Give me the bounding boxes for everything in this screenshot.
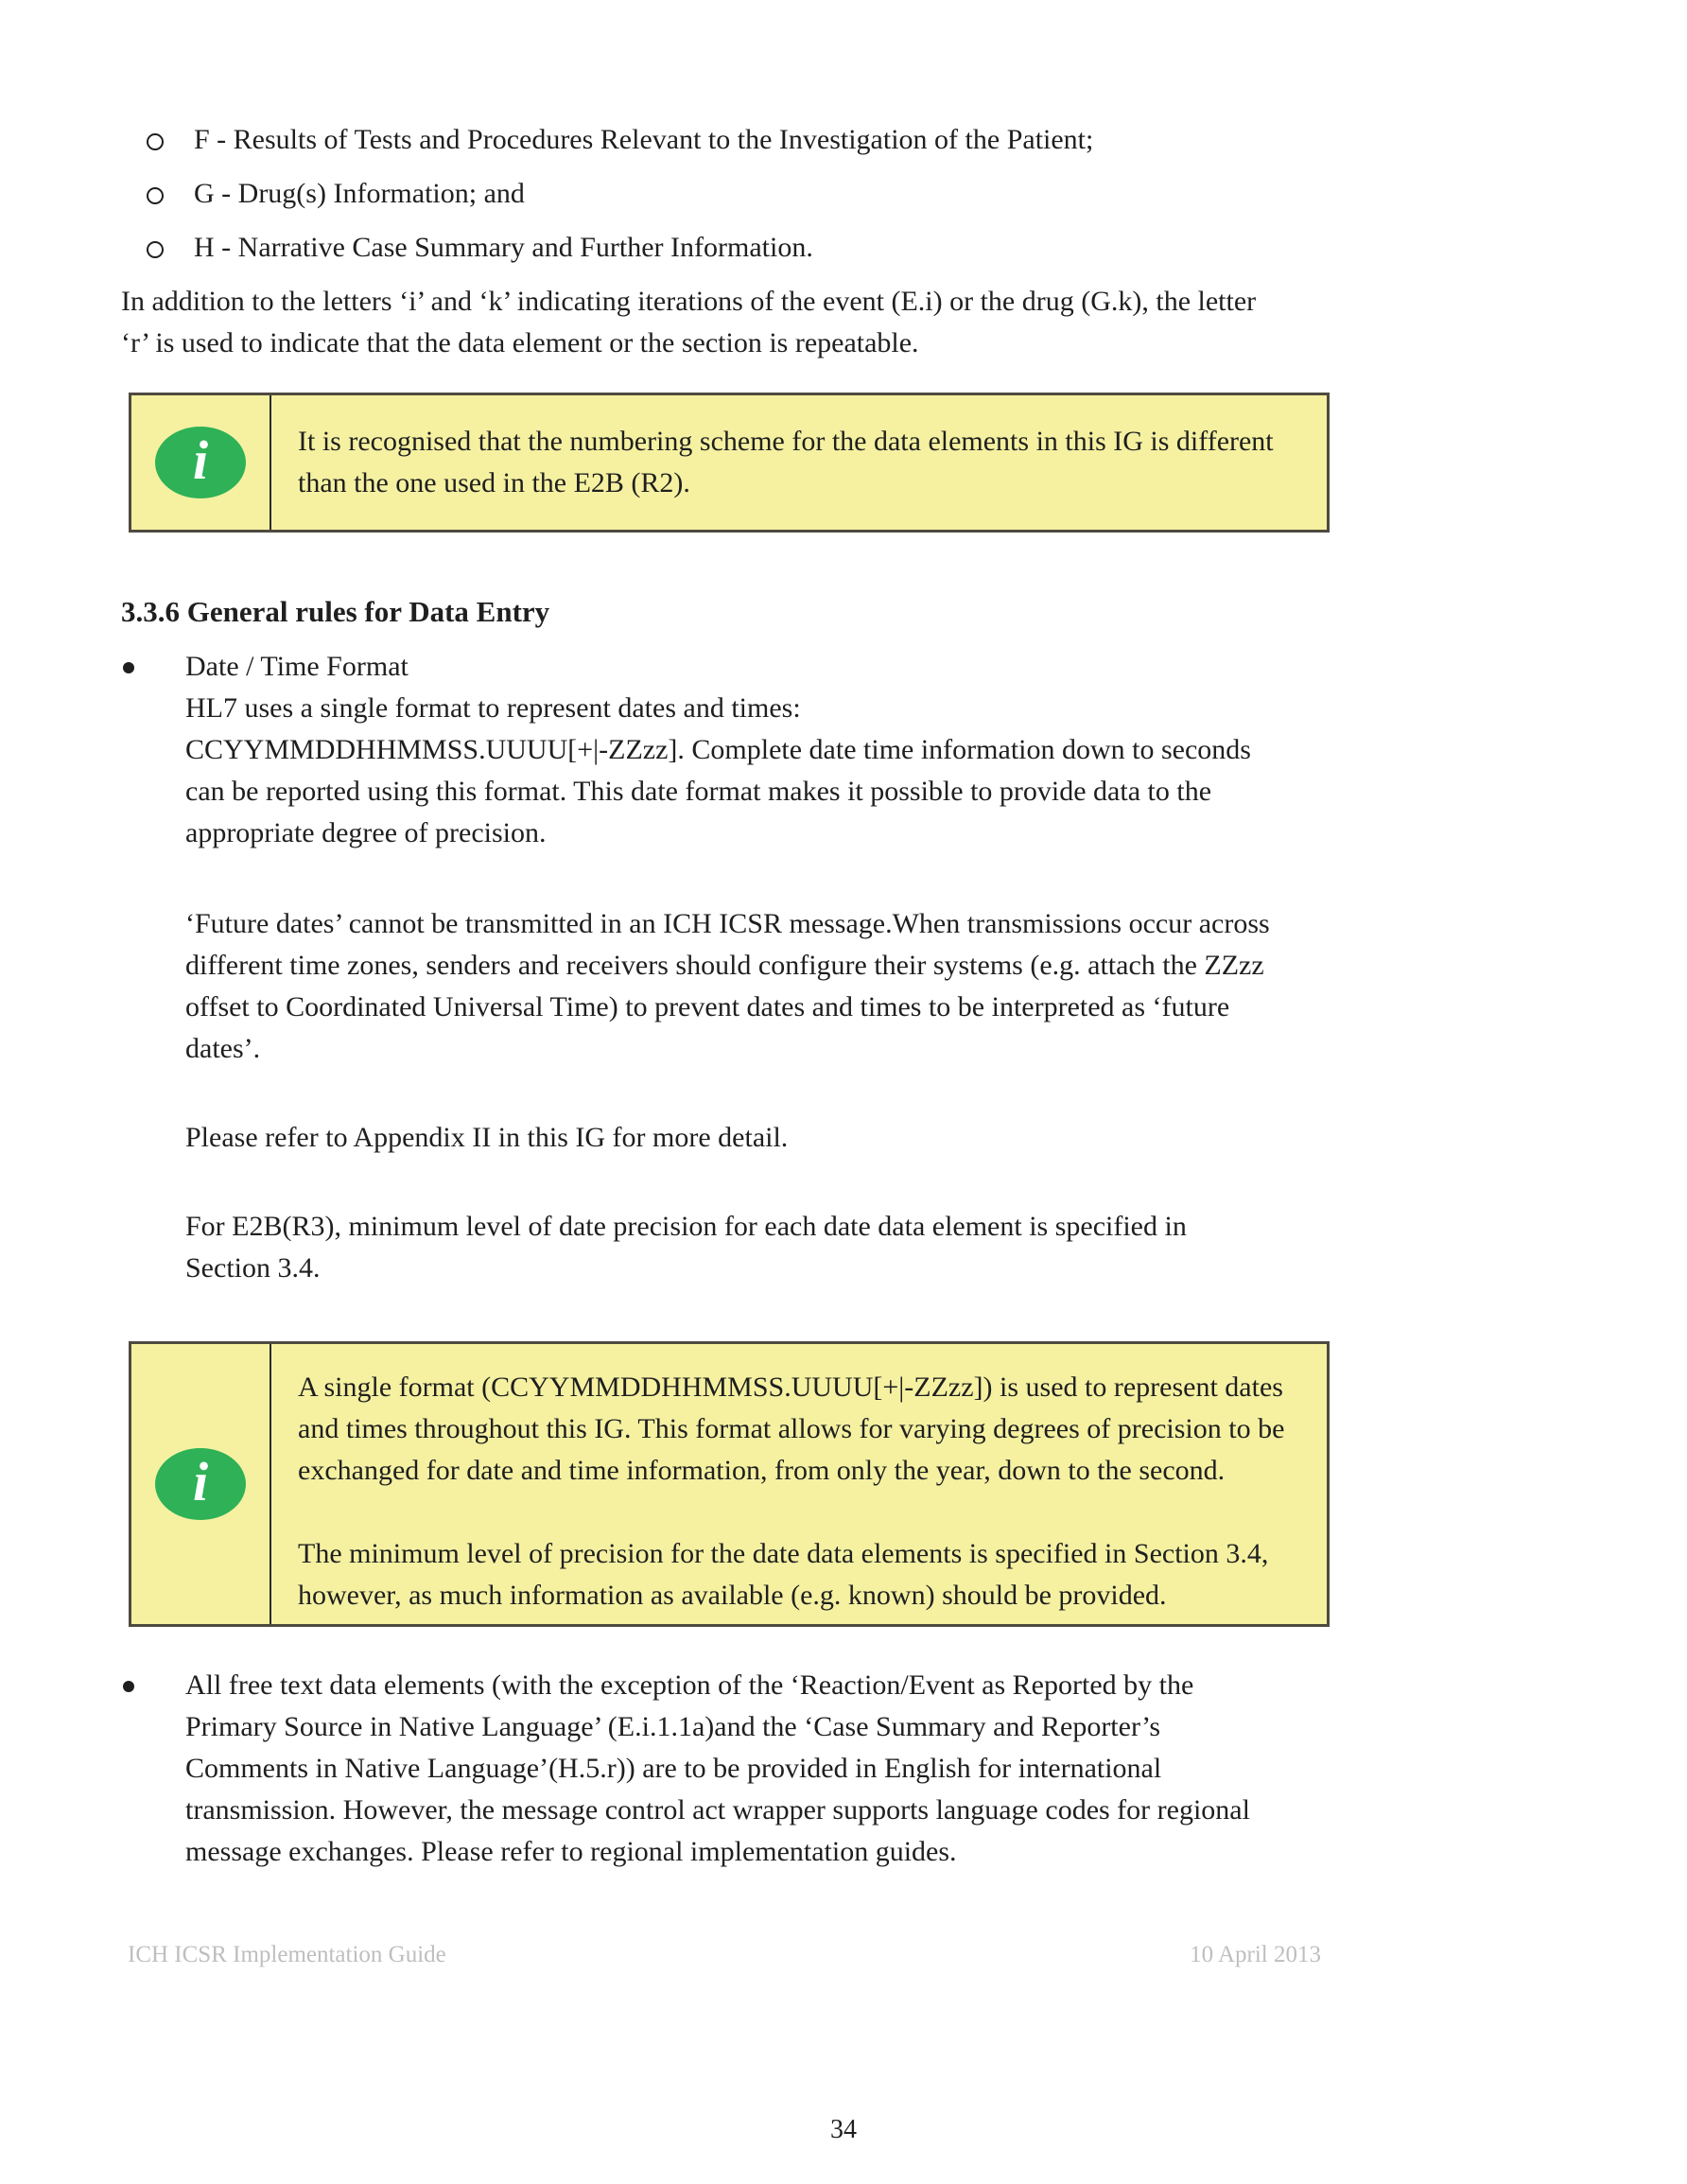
footer-right-text: 10 April 2013: [1190, 1942, 1321, 1967]
bullet-dot-icon: [123, 1681, 134, 1692]
section-heading: 3.3.6 General rules for Data Entry: [121, 595, 550, 628]
future-dates-paragraph: ‘Future dates’ cannot be transmitted in an ICH ICSR message.When transmissions occur across different time zones, senders and receivers should configure their systems (e.g. attach the ZZzz offset to Coordinated Universal Time) to prevent dates and times to be interpreted as ‘future dates’.: [185, 908, 1270, 1064]
appendix-note: Please refer to Appendix II in this IG for more detail.: [185, 1122, 789, 1153]
list-item-text: G - Drug(s) Information; and: [194, 178, 525, 209]
circle-bullet-icon: [147, 241, 164, 258]
date-time-bullet-body: [185, 688, 1273, 1289]
intro-paragraph: In addition to the letters ‘i’ and ‘k’ indicating iterations of the event (E.i) or the drug (G.k), the letter ‘r’ is used to indicate that the data element or the section is repeatable.: [121, 286, 1257, 358]
list-item: [121, 173, 1687, 215]
info-box-icon-cell: [131, 395, 271, 530]
info-box-text-cell: [271, 395, 1327, 530]
page-footer: [128, 1942, 1321, 1967]
marker-column: [121, 227, 194, 269]
info-box: [129, 1341, 1330, 1627]
format-paragraph: CCYYMMDDHHMMSS.UUUU[+|-ZZzz]. Complete date time information down to seconds can be reported using this format. This date format makes it possible to provide data to the appropriate degree of precision.: [185, 734, 1251, 848]
list-item: [121, 227, 1687, 269]
bullet-title: Date / Time Format: [185, 651, 409, 682]
section-letter-list: [121, 119, 1687, 269]
free-text-bullet: [121, 1665, 1687, 1873]
marker-column: [121, 173, 194, 215]
list-item-text: F - Results of Tests and Procedures Relevant to the Investigation of the Patient;: [194, 124, 1094, 155]
footer-left-text: ICH ICSR Implementation Guide: [128, 1942, 446, 1967]
circle-bullet-icon: [147, 133, 164, 150]
info-box: [129, 393, 1330, 533]
date-time-bullet: [121, 646, 1687, 688]
info-icon-glyph: i: [192, 1451, 209, 1512]
marker-column: [121, 119, 194, 161]
bullet-dot-icon: [123, 662, 134, 673]
list-item-text: H - Narrative Case Summary and Further Information.: [194, 232, 813, 263]
e2b-note: For E2B(R3), minimum level of date precision for each date data element is specified in Section 3.4.: [185, 1211, 1187, 1284]
info-box-text: It is recognised that the numbering scheme for the data elements in this IG is different than the one used in the E2B (R2).: [298, 426, 1274, 498]
info-box-icon-cell: [131, 1344, 271, 1624]
circle-bullet-icon: [147, 187, 164, 204]
info-box-paragraph-2: The minimum level of precision for the date data elements is specified in Section 3.4, however, as much information as available (e.g. known) should be provided.: [298, 1538, 1269, 1611]
marker-column: [121, 646, 185, 688]
info-icon-glyph: i: [192, 429, 209, 491]
page-number: 34: [830, 2115, 857, 2144]
hl7-intro-line: HL7 uses a single format to represent dates and times:: [185, 692, 801, 724]
list-item: [121, 119, 1687, 161]
info-icon: [155, 1448, 246, 1520]
info-box-paragraph-1: A single format (CCYYMMDDHHMMSS.UUUU[+|-ZZzz]) is used to represent dates and times throughout this IG. This format allows for varying degrees of precision to be exchanged for date and time information, from only the year, down to the second.: [298, 1372, 1285, 1486]
info-box-text-cell: [271, 1344, 1327, 1624]
info-icon: [155, 427, 246, 498]
marker-column: [121, 1665, 185, 1873]
free-text-bullet-text: All free text data elements (with the exception of the ‘Reaction/Event as Reported by the Primary Source in Native Language’ (E.i.1.1a)and the ‘Case Summary and Reporter’s Comments in Native Language’(H.5.r)) are to be provided in English for international transmission. However, the message control act wrapper supports language codes for regional message exchanges. Please refer to regional implementation guides.: [185, 1669, 1250, 1867]
